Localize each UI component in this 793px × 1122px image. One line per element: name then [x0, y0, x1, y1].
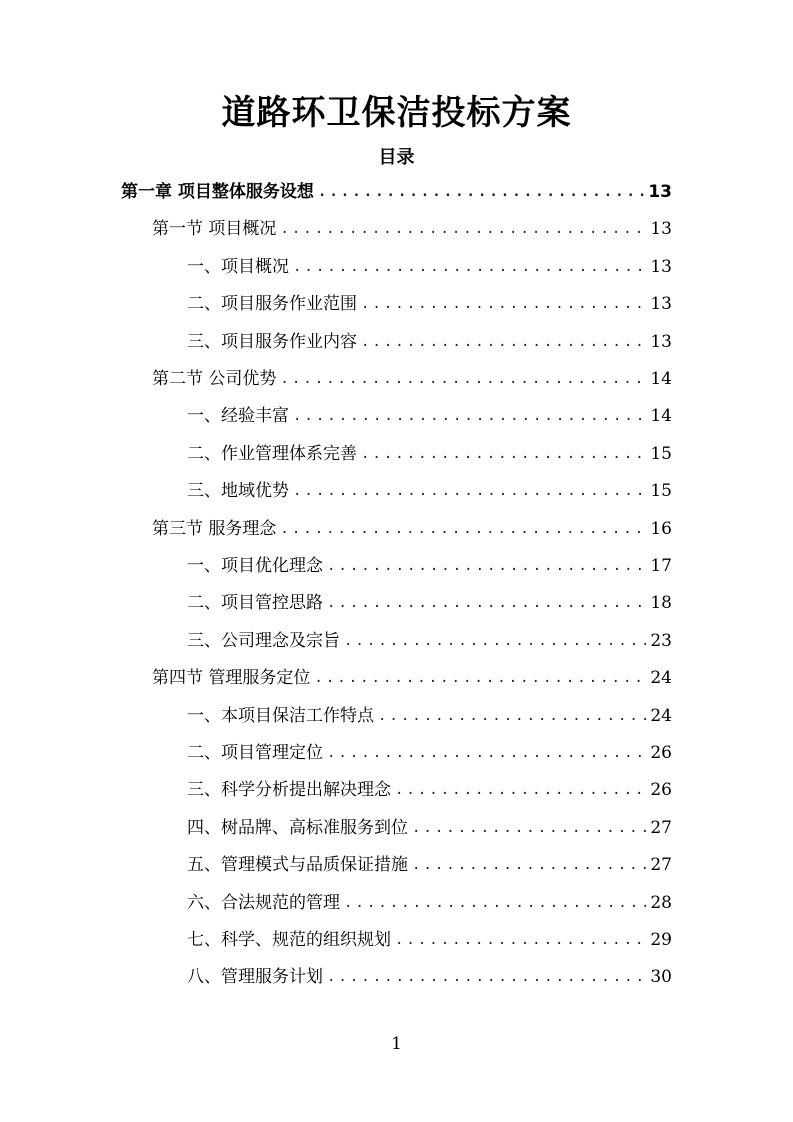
- toc-entry-label: 一、项目概况: [187, 256, 289, 277]
- toc-leader-dots: [327, 735, 646, 772]
- toc-entry-page: 26: [650, 780, 672, 801]
- toc-entry-label: 一、项目优化理念: [187, 556, 323, 576]
- toc-leader-dots: [314, 660, 646, 697]
- toc-entry[interactable]: [187, 772, 672, 809]
- toc-leader-dots: [412, 847, 646, 884]
- toc-leader-dots: [361, 286, 646, 323]
- toc-entry[interactable]: [187, 847, 672, 884]
- toc-entry[interactable]: [187, 436, 672, 473]
- toc-leader-dots: [344, 885, 646, 922]
- toc-entry[interactable]: [187, 324, 672, 361]
- toc-entry[interactable]: [187, 698, 672, 735]
- toc-entry-label: 三、项目服务作业内容: [187, 331, 357, 352]
- toc-entry-label: 五、管理模式与品质保证措施: [187, 855, 408, 876]
- toc-entry-label: 三、地域优势: [187, 481, 289, 502]
- toc-entry-page: 14: [650, 369, 672, 389]
- toc-entry[interactable]: [121, 174, 672, 211]
- toc-leader-dots: [412, 810, 646, 847]
- toc-entry-label: 第一章 项目整体服务设想: [121, 182, 314, 202]
- toc-entry[interactable]: [152, 211, 672, 248]
- toc-entry-page: 15: [650, 481, 672, 502]
- toc-entry-label: 第一节 项目概况: [152, 219, 277, 240]
- toc-entry-page: 24: [650, 705, 672, 726]
- toc-entry[interactable]: [187, 398, 672, 435]
- toc-entry-label: 第四节 管理服务定位: [152, 668, 311, 689]
- toc-entry-label: 一、经验丰富: [187, 406, 289, 427]
- page-number: 1: [391, 1034, 402, 1054]
- toc-entry-page: 29: [650, 930, 672, 950]
- toc-entry-label: 六、合法规范的管理: [187, 892, 340, 913]
- toc-entry-page: 23: [650, 630, 672, 651]
- toc-entry-page: 16: [650, 518, 672, 539]
- toc-entry-page: 13: [650, 256, 672, 277]
- toc-entry-page: 17: [650, 556, 672, 576]
- toc-entry-label: 二、作业管理体系完善: [187, 443, 357, 464]
- toc-entry-page: 30: [650, 967, 672, 988]
- toc-entry-label: 二、项目服务作业范围: [187, 294, 357, 315]
- toc-entry-page: 27: [650, 817, 672, 838]
- toc-entry[interactable]: [187, 922, 672, 959]
- toc-entry[interactable]: [187, 623, 672, 660]
- toc-leader-dots: [344, 623, 646, 660]
- toc-leader-dots: [327, 585, 646, 622]
- toc-leader-dots: [361, 436, 646, 473]
- toc-entry[interactable]: [187, 810, 672, 847]
- toc-entry-page: 26: [650, 743, 672, 763]
- toc-leader-dots: [280, 511, 646, 548]
- toc-entry-label: 八、管理服务计划: [187, 967, 323, 988]
- toc-entry-page: 14: [650, 406, 672, 427]
- toc-entry-label: 四、树品牌、高标准服务到位: [187, 817, 408, 838]
- toc-entry-label: 三、科学分析提出解决理念: [187, 780, 391, 801]
- toc-entry-page: 13: [650, 294, 672, 315]
- toc-leader-dots: [327, 548, 646, 585]
- toc-entry[interactable]: [187, 473, 672, 510]
- toc-entry-page: 18: [650, 593, 672, 614]
- toc-leader-dots: [395, 772, 646, 809]
- toc-entry[interactable]: [187, 548, 672, 585]
- toc-leader-dots: [293, 473, 646, 510]
- toc-entry-page: 13: [650, 331, 672, 352]
- toc-entry[interactable]: [187, 735, 672, 772]
- toc-entry[interactable]: [152, 511, 672, 548]
- toc-entry-page: 27: [650, 855, 672, 876]
- toc-leader-dots: [327, 959, 646, 996]
- toc-entry[interactable]: [152, 660, 672, 697]
- toc-entry-page: 24: [650, 668, 672, 689]
- toc-entry[interactable]: [187, 286, 672, 323]
- toc-leader-dots: [293, 249, 646, 286]
- toc-leader-dots: [280, 361, 646, 398]
- toc-entry-page: 28: [650, 892, 672, 913]
- toc-heading: 目录: [378, 147, 415, 168]
- toc-entry-label: 第二节 公司优势: [152, 369, 277, 389]
- document-title: 道路环卫保洁投标方案: [221, 93, 572, 133]
- toc-entry-page: 15: [650, 443, 672, 464]
- toc-entry-label: 三、公司理念及宗旨: [187, 630, 340, 651]
- toc-entry-label: 二、项目管理定位: [187, 743, 323, 763]
- toc-leader-dots: [395, 922, 646, 959]
- toc-entry[interactable]: [152, 361, 672, 398]
- toc-entry-page: 13: [648, 182, 672, 202]
- toc-entry-label: 第三节 服务理念: [152, 518, 277, 539]
- toc-leader-dots: [378, 698, 646, 735]
- toc-entry[interactable]: [187, 959, 672, 996]
- toc-entry-label: 一、本项目保洁工作特点: [187, 705, 374, 726]
- toc-leader-dots: [280, 211, 646, 248]
- toc-entry[interactable]: [187, 885, 672, 922]
- toc-leader-dots: [293, 398, 646, 435]
- toc-entry-page: 13: [650, 219, 672, 240]
- toc-leader-dots: [318, 174, 644, 211]
- toc-entry-label: 二、项目管控思路: [187, 593, 323, 614]
- toc-entry[interactable]: [187, 249, 672, 286]
- toc-entry[interactable]: [187, 585, 672, 622]
- toc-leader-dots: [361, 324, 646, 361]
- toc-entry-label: 七、科学、规范的组织规划: [187, 930, 391, 950]
